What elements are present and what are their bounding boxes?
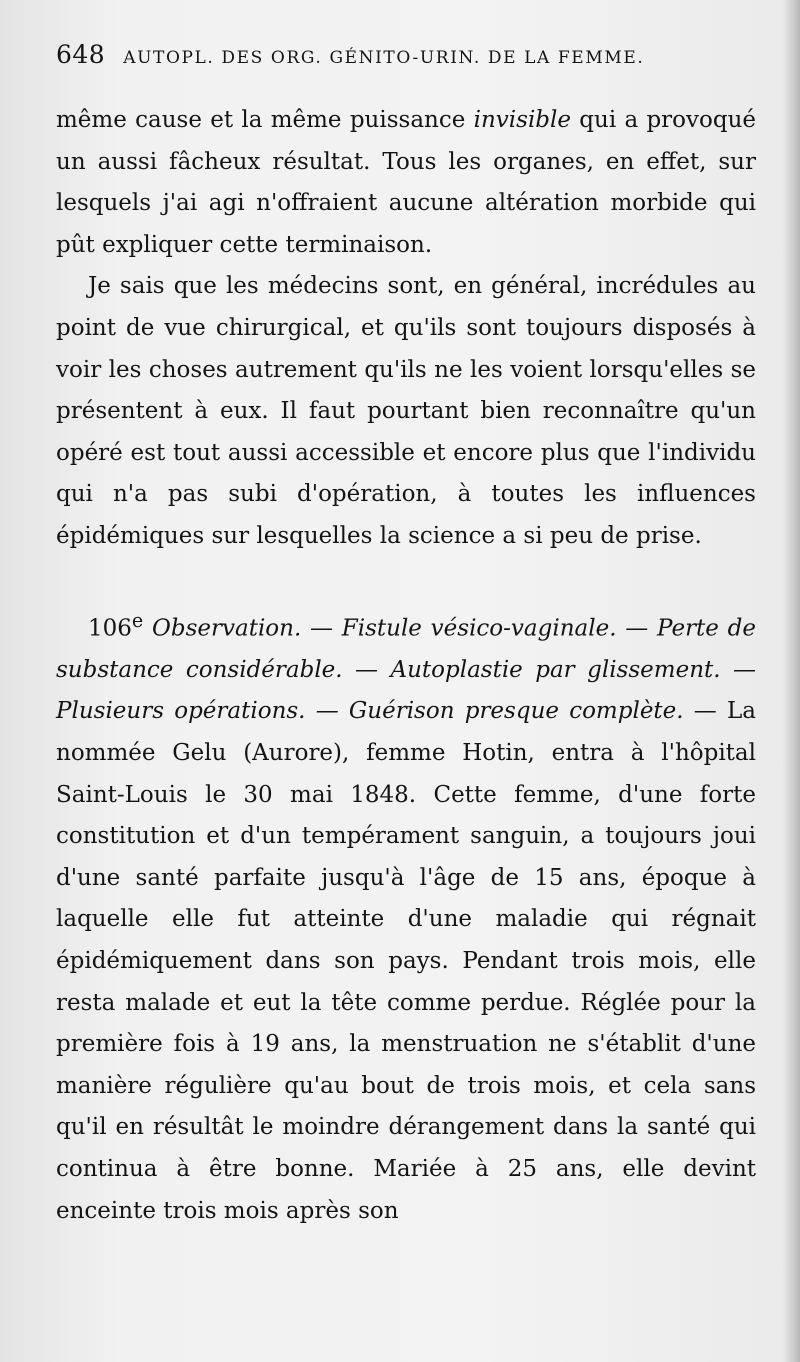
emphasis-invisible: invisible bbox=[473, 107, 571, 133]
paragraph-text: qui a provoqué un aussi fâcheux résultat. Tous les organes, en effet, sur lesquels j'ai agi n'offraient aucune altération morbide qui pût expliquer cette terminaison. bbox=[56, 107, 756, 258]
observation-number-suffix: e bbox=[131, 608, 144, 632]
page-number: 648 bbox=[56, 40, 106, 69]
page-edge-shadow bbox=[782, 0, 800, 1362]
paragraph-continued bbox=[56, 100, 756, 266]
observation-106 bbox=[56, 600, 756, 1233]
running-head: AUTOPL. DES ORG. GÉNITO-URIN. DE LA FEMME. bbox=[123, 48, 645, 68]
observation-text: — La nommée Gelu (Aurore), femme Hotin, entra à l'hôpital Saint-Louis le 30 mai 1848. Cette femme, d'une forte constitution et d'un tempérament sanguin, a toujours joui d'une santé parfaite jusqu'à l'âge de 15 ans, époque à laquelle elle fut atteinte d'une maladie qui régnait épidémiquement dans son pays. Pendant trois mois, elle resta malade et eut la tête comme perdue. Réglée pour la première fois à 19 ans, la menstruation ne s'établit d'une manière régulière qu'au bout de trois mois, et cela sans qu'il en résultât le moindre dérangement dans la santé qui continua à être bonne. Mariée à 25 ans, elle devint enceinte trois mois après son bbox=[56, 698, 756, 1224]
observation-heading: Observation. — Fistule vésico-vaginale. — Perte de substance considérable. — Autoplastie par glissement. — Plusieurs opérations. — Guérison presque complète. bbox=[56, 615, 756, 725]
paragraph-text: même cause et la même puissance bbox=[56, 107, 474, 133]
paragraph-medecins bbox=[56, 266, 756, 557]
observation-number: 106 bbox=[88, 615, 132, 642]
page-header bbox=[56, 40, 756, 80]
paragraph-text: Je sais que les médecins sont, en général, incrédules au point de vue chirurgical, et qu'ils sont toujours disposés à voir les choses autrement qu'ils ne les voient lorsqu'elles se présentent à eux. Il faut pourtant bien reconnaître qu'un opéré est tout aussi accessible et encore plus que l'individu qui n'a pas subi d'opération, à toutes les influences épidémiques sur lesquelles la science a si peu de prise. bbox=[56, 273, 756, 549]
body-text bbox=[56, 100, 756, 1232]
